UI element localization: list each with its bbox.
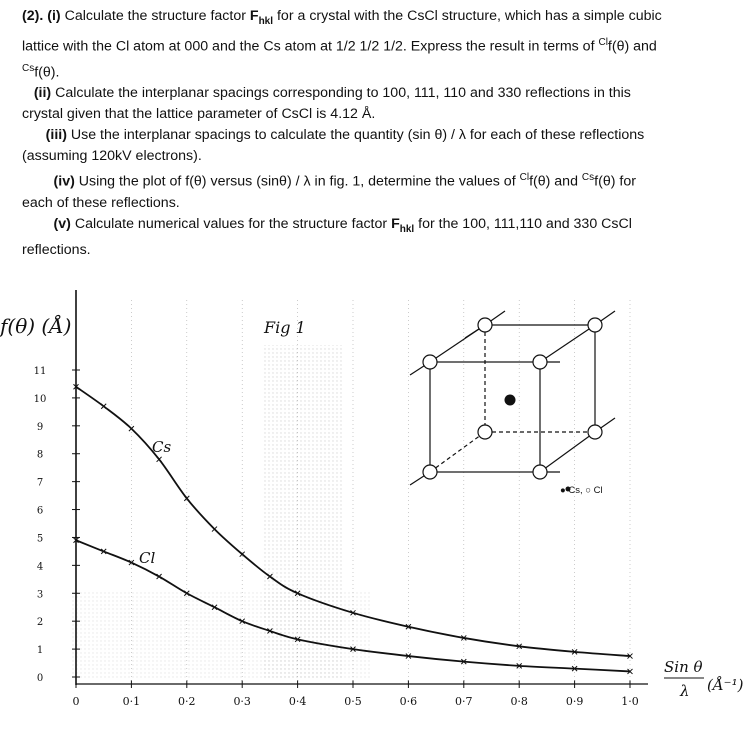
v-text-a: Calculate numerical values for the structure factor [74, 216, 388, 233]
cs-superscript-iv: Cs [581, 172, 595, 184]
iii-number: (iii) [45, 127, 67, 144]
iv-text-a: Using the plot of f(θ) versus (sinθ) / λ in fig. 1, determine the values of [78, 174, 516, 191]
x-tick-label: 0·2 [178, 695, 196, 708]
cl-atom-icon [423, 355, 437, 369]
cl-atom-icon [423, 465, 437, 479]
x-tick-label: 0·7 [455, 695, 473, 708]
cl-superscript: Cl [598, 36, 608, 48]
y-tick-label: 7 [36, 477, 44, 489]
iii-text: Use the interplanar spacings to calculate the quantity (sin θ) / λ for each of these reflections (assuming 120kV electrons). [22, 127, 645, 165]
hkl-subscript: hkl [258, 15, 274, 27]
ii-text: Calculate the interplanar spacings corresponding to 100, 111, 110 and 330 reflections in this crystal given that the lattice parameter of CsCl is 4.12 Å. [22, 85, 631, 123]
f-theta-cs: f(θ) [34, 64, 56, 81]
x-tick-label: 0·9 [565, 695, 584, 708]
cs-data-point [157, 457, 162, 462]
cl-atom-icon [533, 465, 547, 479]
and-word: and [633, 38, 657, 55]
y-tick-label: 6 [36, 505, 44, 517]
cs-superscript: Cs [22, 62, 35, 74]
x-tick-label: 0·6 [399, 695, 418, 708]
x-axis-unit: (Å⁻¹) [707, 676, 744, 694]
and-word-iv: and [554, 174, 578, 191]
x-tick-label: 1·0 [621, 695, 639, 708]
cl-atom-icon [533, 355, 547, 369]
iv-text-b: for each of these reflections. [22, 174, 636, 212]
cl-curve-label: Cl [139, 549, 156, 567]
y-tick-label: 1 [36, 645, 44, 657]
y-tick-label: 2 [36, 617, 44, 629]
cl-atom-icon [478, 318, 492, 332]
y-tick-label: 3 [36, 589, 44, 601]
q2-text-a: Calculate the structure factor [64, 8, 246, 24]
figure-label: Fig 1 [264, 318, 306, 337]
f-theta-cl: f(θ) [607, 38, 630, 55]
y-tick-label: 8 [36, 449, 44, 461]
v-text-b: for the 100, 111,110 and 330 CsCl reflections. [22, 216, 632, 258]
f-theta-cs-iv: f(θ) [594, 174, 616, 191]
cs-curve-label: Cs [152, 438, 172, 456]
structure-factor-symbol: F [249, 8, 259, 24]
x-tick-label: 0·5 [344, 695, 362, 708]
y-axis-label: f(θ) (Å) [0, 314, 72, 338]
hkl-subscript-v: hkl [399, 223, 415, 235]
y-tick-label: 9 [36, 421, 44, 433]
cs-atom-icon [505, 395, 516, 406]
legend-text: ● Cs, ○ Cl [560, 485, 603, 496]
x-axis-label-top: Sin θ [664, 658, 703, 676]
v-number: (v) [53, 216, 71, 233]
x-axis-label-bottom: λ [680, 682, 690, 700]
x-tick-label: 0·4 [288, 695, 307, 708]
cl-atom-icon [588, 425, 602, 439]
x-tick-label: 0·1 [122, 695, 141, 708]
iv-number: (iv) [53, 174, 75, 191]
q2-text-b: for a crystal with the CsCl structure, which has a simple cubic lattice with the Cl atom at 000 and the Cs atom at 1/2 1/2 1/2. Express the result in terms of [22, 8, 662, 55]
y-tick-label: 5 [36, 533, 44, 545]
x-tick-label: 0 [72, 695, 80, 708]
period: . [55, 64, 60, 81]
y-tick-label: 11 [33, 366, 47, 377]
structure-factor-symbol-v: F [391, 216, 400, 233]
cs-data-point [101, 404, 106, 409]
ii-number: (ii) [33, 85, 52, 102]
x-tick-label: 0·3 [233, 695, 251, 708]
y-tick-label: 0 [36, 673, 44, 684]
cl-atom-icon [478, 425, 492, 439]
y-tick-label: 4 [36, 561, 44, 573]
q2-number: (2). (i) [22, 8, 61, 24]
x-tick-label: 0·8 [510, 695, 528, 708]
cs-data-point [129, 426, 134, 431]
f-theta-cl-iv: f(θ) [529, 174, 551, 191]
y-tick-label: 10 [33, 393, 47, 405]
cs-data-point [212, 527, 217, 532]
cl-atom-icon [588, 318, 602, 332]
cl-superscript-iv: Cl [519, 172, 530, 184]
